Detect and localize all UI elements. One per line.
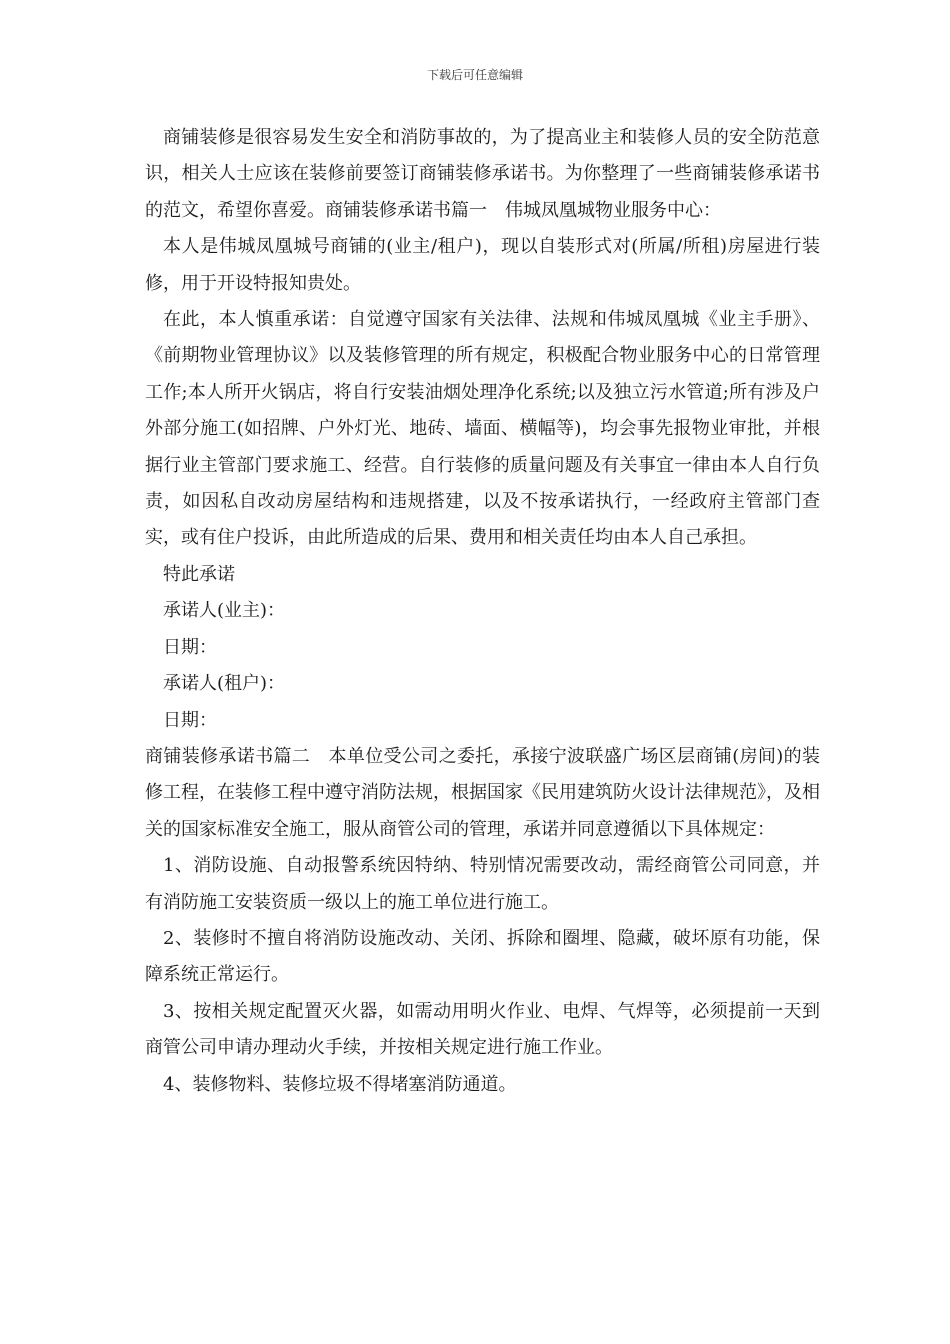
date-label: 日期：: [163, 636, 217, 658]
closing-phrase: 特此承诺: [163, 563, 235, 585]
list-item: 1、消防设施、自动报警系统因特纳、特别情况需要改动，需经商管公司同意，并有消防施工安装资质一级以上的施工单位进行施工。: [145, 855, 820, 913]
list-item: 2、装修时不擅自将消防设施改动、关闭、拆除和圈埋、隐藏，破坏原有功能，保障系统正常运行。: [145, 927, 820, 986]
paragraph-second-letter: 商铺装修承诺书篇二 本单位受公司之委托，承接宁波联盛广场区层商铺(房间)的装修工程，在装修工程中遵守消防法规，根据国家《民用建筑防火设计法律规范》，及相关的国家标准安全施工，服从商管公司的管理，承诺并同意遵循以下具体规定：: [145, 745, 820, 840]
paragraph-commitment: 在此，本人慎重承诺：自觉遵守国家有关法律、法规和伟城凤凰城《业主手册》、《前期物业管理协议》以及装修管理的所有规定，积极配合物业服务中心的日常管理工作;本人所开火锅店，将自行安装油烟处理净化系统;以及独立污水管道;所有涉及户外部分施工(如招牌、户外灯光、地砖、墙面、横幅等)，均会事先报物业审批，并根据行业主管部门要求施工、经营。自行装修的质量问题及有关事宜一律由本人自行负责，如因私自改动房屋结构和违规搭建，以及不按承诺执行，一经政府主管部门查实，或有住户投诉，由此所造成的后果、费用和相关责任均由本人自己承担。: [145, 309, 820, 549]
paragraph-owner-statement: 本人是伟城凤凰城号商铺的(业主/租户)，现以自装形式对(所属/所租)房屋进行装修，用于开设特报知贵处。: [145, 236, 820, 294]
document-body: [145, 120, 820, 1103]
signer-tenant-label: 承诺人(租户)：: [163, 673, 286, 695]
page-header: 下载后可任意编辑: [426, 68, 523, 82]
signer-owner-label: 承诺人(业主)：: [163, 600, 286, 622]
list-item: 3、按相关规定配置灭火器，如需动用明火作业、电焊、气焊等，必须提前一天到商管公司申请办理动火手续，并按相关规定进行施工作业。: [145, 1000, 820, 1059]
date-label: 日期：: [163, 709, 217, 731]
paragraph-intro: 商铺装修是很容易发生安全和消防事故的，为了提高业主和装修人员的安全防范意识，相关人士应该在装修前要签订商铺装修承诺书。为你整理了一些商铺装修承诺书的范文，希望你喜爱。商铺装修承诺书篇一 伟城凤凰城物业服务中心：: [145, 127, 820, 221]
list-item: 4、装修物料、装修垃圾不得堵塞消防通道。: [163, 1073, 517, 1095]
